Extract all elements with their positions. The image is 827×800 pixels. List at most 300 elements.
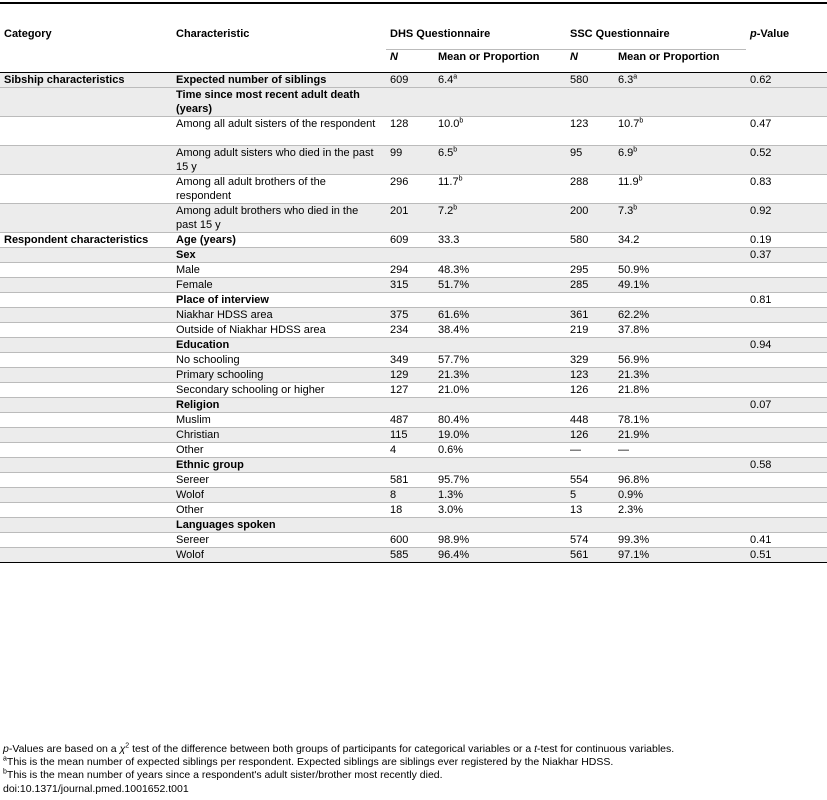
cell-dhs-n-text: 294 — [390, 264, 409, 276]
table-row — [0, 248, 827, 263]
cell-dhs-n-text: 4 — [390, 444, 397, 456]
cell-dhs-n — [386, 368, 434, 383]
cell-characteristic — [172, 548, 386, 563]
cell-dhs-n — [386, 458, 434, 473]
cell-ssc-mean — [614, 117, 746, 146]
table-row — [0, 533, 827, 548]
cell-dhs-mean — [434, 233, 566, 248]
header-dhs: DHS Questionnaire — [386, 27, 566, 50]
table-top-rule — [0, 2, 827, 4]
cell-characteristic-text: Christian — [176, 429, 220, 441]
cell-pvalue — [746, 518, 827, 533]
cell-category — [0, 428, 172, 443]
cell-dhs-n-text: 296 — [390, 176, 409, 188]
cell-ssc-n-text: 448 — [570, 414, 589, 426]
cell-dhs-n — [386, 503, 434, 518]
header-row-1 — [0, 27, 827, 50]
cell-ssc-n — [566, 398, 614, 413]
cell-dhs-n — [386, 175, 434, 204]
footnote-marker: b — [633, 204, 638, 212]
cell-pvalue — [746, 338, 827, 353]
cell-characteristic — [172, 117, 386, 146]
cell-pvalue-text: 0.41 — [750, 534, 772, 546]
cell-dhs-mean-text: 57.7% — [438, 354, 470, 366]
table-row — [0, 278, 827, 293]
cell-ssc-mean — [614, 548, 746, 563]
cell-ssc-mean-text: 7.3 — [618, 205, 634, 217]
cell-characteristic-text: Among adult sisters who died in the past 15 y — [176, 147, 374, 173]
cell-ssc-n — [566, 73, 614, 88]
cell-pvalue-text: 0.47 — [750, 118, 772, 130]
cell-characteristic — [172, 503, 386, 518]
cell-dhs-mean-text: 0.6% — [438, 444, 464, 456]
cell-ssc-n — [566, 353, 614, 368]
cell-dhs-n-text: 99 — [390, 147, 403, 159]
cell-ssc-n-text: 123 — [570, 118, 589, 130]
cell-dhs-n — [386, 383, 434, 398]
cell-dhs-mean — [434, 518, 566, 533]
cell-ssc-mean-text: 50.9% — [618, 264, 650, 276]
cell-dhs-n — [386, 338, 434, 353]
cell-characteristic-text: Among all adult sisters of the respondent — [176, 118, 376, 130]
cell-category — [0, 248, 172, 263]
cell-dhs-mean-text: 51.7% — [438, 279, 470, 291]
cell-dhs-mean — [434, 308, 566, 323]
cell-dhs-mean — [434, 533, 566, 548]
cell-characteristic-text: Religion — [176, 399, 220, 411]
cell-ssc-mean-text: 2.3% — [618, 504, 644, 516]
cell-ssc-mean-text: 6.3 — [618, 74, 634, 86]
footnote-marker: b — [453, 146, 458, 154]
cell-category — [0, 117, 172, 146]
footnote-a-text: This is the mean number of expected siblings per respondent. Expected siblings are siblings ever registered by the Niakhar HDSS. — [6, 756, 614, 769]
cell-dhs-n — [386, 353, 434, 368]
cell-ssc-mean — [614, 278, 746, 293]
cell-category-text: Sibship characteristics — [4, 74, 125, 86]
footnote-text-c: -test for continuous variables. — [537, 743, 675, 755]
table-row — [0, 518, 827, 533]
cell-characteristic — [172, 293, 386, 308]
footnote-marker: b — [633, 146, 638, 154]
cell-characteristic — [172, 353, 386, 368]
cell-dhs-n — [386, 323, 434, 338]
cell-dhs-mean — [434, 73, 566, 88]
cell-characteristic-text: Wolof — [176, 489, 204, 501]
cell-characteristic-text: Ethnic group — [176, 459, 244, 471]
cell-dhs-n-text: 581 — [390, 474, 409, 486]
cell-ssc-mean — [614, 458, 746, 473]
doi-link[interactable]: doi:10.1371/journal.pmed.1001652.t001 — [3, 782, 189, 795]
cell-ssc-n — [566, 233, 614, 248]
cell-dhs-mean-text: 48.3% — [438, 264, 470, 276]
cell-category — [0, 146, 172, 175]
cell-ssc-mean-text: 21.3% — [618, 369, 650, 381]
cell-category — [0, 368, 172, 383]
cell-ssc-n-text: 580 — [570, 74, 589, 86]
cell-characteristic — [172, 263, 386, 278]
cell-dhs-mean-text: 21.3% — [438, 369, 470, 381]
cell-pvalue — [746, 263, 827, 278]
cell-ssc-n-text: 574 — [570, 534, 589, 546]
table-row — [0, 413, 827, 428]
table-row — [0, 338, 827, 353]
cell-characteristic-text: Place of interview — [176, 294, 269, 306]
footnote-marker: b — [639, 117, 644, 125]
cell-dhs-mean-text: 98.9% — [438, 534, 470, 546]
table-row — [0, 503, 827, 518]
cell-pvalue — [746, 88, 827, 117]
cell-ssc-mean-text: 62.2% — [618, 309, 650, 321]
cell-dhs-mean-text: 80.4% — [438, 414, 470, 426]
cell-pvalue — [746, 443, 827, 458]
cell-characteristic — [172, 146, 386, 175]
cell-characteristic-text: Among all adult brothers of the respondent — [176, 176, 326, 202]
cell-characteristic-text: Among adult brothers who died in the past 15 y — [176, 205, 359, 231]
cell-dhs-n-text: 234 — [390, 324, 409, 336]
cell-ssc-n — [566, 368, 614, 383]
cell-dhs-mean-text: 11.7 — [438, 176, 459, 188]
header-ssc-n: N — [566, 50, 614, 73]
cell-category — [0, 488, 172, 503]
cell-pvalue-text: 0.83 — [750, 176, 772, 188]
cell-ssc-mean — [614, 146, 746, 175]
cell-pvalue — [746, 117, 827, 146]
cell-ssc-n — [566, 458, 614, 473]
cell-dhs-mean-text: 3.0% — [438, 504, 464, 516]
cell-characteristic — [172, 398, 386, 413]
cell-pvalue — [746, 308, 827, 323]
cell-characteristic — [172, 383, 386, 398]
cell-category — [0, 518, 172, 533]
cell-ssc-mean — [614, 518, 746, 533]
cell-characteristic — [172, 458, 386, 473]
cell-dhs-mean-text: 61.6% — [438, 309, 470, 321]
cell-dhs-mean-text: 1.3% — [438, 489, 464, 501]
cell-ssc-n — [566, 443, 614, 458]
cell-dhs-n-text: 600 — [390, 534, 409, 546]
cell-category — [0, 503, 172, 518]
cell-dhs-mean — [434, 263, 566, 278]
cell-ssc-n — [566, 533, 614, 548]
cell-ssc-mean-text: 6.9 — [618, 147, 634, 159]
cell-category — [0, 308, 172, 323]
cell-category — [0, 548, 172, 563]
table-row — [0, 73, 827, 88]
table-row — [0, 204, 827, 233]
cell-ssc-mean — [614, 263, 746, 278]
cell-category — [0, 413, 172, 428]
table-row — [0, 488, 827, 503]
cell-dhs-n — [386, 413, 434, 428]
cell-characteristic — [172, 88, 386, 117]
cell-ssc-n-text: 126 — [570, 384, 589, 396]
cell-dhs-n-text: 115 — [390, 429, 408, 441]
cell-pvalue-text: 0.92 — [750, 205, 772, 217]
cell-dhs-n — [386, 73, 434, 88]
table-row — [0, 353, 827, 368]
cell-dhs-mean-text: 33.3 — [438, 234, 460, 246]
footnote-text-b: test of the difference between both groups of participants for categorical variables or a — [129, 743, 535, 755]
cell-ssc-n-text: 123 — [570, 369, 589, 381]
cell-dhs-n — [386, 428, 434, 443]
cell-pvalue — [746, 353, 827, 368]
cell-category — [0, 458, 172, 473]
cell-ssc-n — [566, 263, 614, 278]
cell-pvalue-text: 0.52 — [750, 147, 772, 159]
footnote-b — [3, 769, 823, 782]
cell-category — [0, 398, 172, 413]
cell-ssc-mean-text: 11.9 — [618, 176, 639, 188]
table-row — [0, 473, 827, 488]
cell-category — [0, 73, 172, 88]
cell-characteristic — [172, 518, 386, 533]
cell-dhs-n — [386, 88, 434, 117]
cell-dhs-mean — [434, 117, 566, 146]
cell-characteristic — [172, 308, 386, 323]
cell-dhs-n-text: 349 — [390, 354, 409, 366]
cell-ssc-n-text: 561 — [570, 549, 589, 561]
cell-category — [0, 175, 172, 204]
cell-pvalue — [746, 73, 827, 88]
cell-ssc-mean — [614, 443, 746, 458]
cell-dhs-n — [386, 146, 434, 175]
cell-dhs-n-text: 487 — [390, 414, 409, 426]
cell-ssc-n-text: 288 — [570, 176, 589, 188]
cell-dhs-mean-text: 21.0% — [438, 384, 470, 396]
cell-characteristic — [172, 443, 386, 458]
cell-characteristic-text: Age (years) — [176, 234, 236, 246]
cell-ssc-n — [566, 503, 614, 518]
footnote-marker: b — [459, 117, 464, 125]
footnote-b-text: This is the mean number of years since a respondent's adult sister/brother most recently died. — [6, 769, 443, 782]
cell-dhs-n — [386, 488, 434, 503]
cell-dhs-n — [386, 443, 434, 458]
cell-dhs-mean-text: 10.0 — [438, 118, 460, 130]
cell-ssc-mean — [614, 368, 746, 383]
cell-dhs-n-text: 585 — [390, 549, 409, 561]
cell-ssc-mean-text: 10.7 — [618, 118, 640, 130]
cell-pvalue — [746, 278, 827, 293]
cell-ssc-mean — [614, 413, 746, 428]
cell-ssc-mean — [614, 338, 746, 353]
header-ssc-mean: Mean or Proportion — [614, 50, 746, 73]
cell-ssc-n — [566, 88, 614, 117]
footnote-chi: χ — [119, 743, 126, 755]
cell-category — [0, 88, 172, 117]
cell-characteristic-text: Other — [176, 444, 204, 456]
cell-dhs-mean — [434, 323, 566, 338]
cell-ssc-mean — [614, 503, 746, 518]
cell-category — [0, 263, 172, 278]
cell-ssc-mean — [614, 473, 746, 488]
footnote-pvalue — [3, 743, 823, 756]
cell-characteristic — [172, 73, 386, 88]
cell-pvalue — [746, 398, 827, 413]
cell-dhs-mean — [434, 413, 566, 428]
cell-ssc-mean-text: 34.2 — [618, 234, 640, 246]
cell-ssc-n — [566, 473, 614, 488]
footnote-marker: b — [458, 175, 463, 183]
table-body — [0, 73, 827, 563]
cell-dhs-mean — [434, 146, 566, 175]
cell-pvalue — [746, 204, 827, 233]
cell-pvalue — [746, 488, 827, 503]
cell-ssc-n — [566, 338, 614, 353]
cell-ssc-n-text: 554 — [570, 474, 589, 486]
cell-dhs-mean — [434, 278, 566, 293]
cell-dhs-mean — [434, 88, 566, 117]
cell-pvalue-text: 0.37 — [750, 249, 772, 261]
cell-dhs-mean — [434, 398, 566, 413]
header-characteristic: Characteristic — [176, 28, 250, 40]
table-row — [0, 175, 827, 204]
cell-ssc-n-text: 285 — [570, 279, 589, 291]
table-row — [0, 117, 827, 146]
cell-ssc-mean — [614, 383, 746, 398]
cell-ssc-mean-text: — — [618, 444, 629, 456]
cell-dhs-mean-text: 6.5 — [438, 147, 454, 159]
cell-characteristic-text: Languages spoken — [176, 519, 276, 531]
cell-category — [0, 473, 172, 488]
cell-ssc-n — [566, 293, 614, 308]
cell-characteristic-text: Wolof — [176, 549, 204, 561]
cell-pvalue — [746, 473, 827, 488]
cell-characteristic-text: Muslim — [176, 414, 211, 426]
table-row — [0, 398, 827, 413]
cell-characteristic-text: Outside of Niakhar HDSS area — [176, 324, 326, 336]
table-row — [0, 458, 827, 473]
cell-dhs-n — [386, 473, 434, 488]
header-pvalue-p: p — [750, 28, 757, 40]
header-blank-1 — [0, 50, 172, 73]
cell-pvalue — [746, 233, 827, 248]
cell-dhs-mean — [434, 383, 566, 398]
table-row — [0, 146, 827, 175]
cell-pvalue — [746, 503, 827, 518]
cell-dhs-mean — [434, 353, 566, 368]
table-row — [0, 323, 827, 338]
cell-dhs-n-text: 375 — [390, 309, 409, 321]
footnote-a-mark: a — [3, 755, 7, 763]
cell-ssc-n — [566, 548, 614, 563]
cell-dhs-mean — [434, 338, 566, 353]
cell-category — [0, 338, 172, 353]
cell-pvalue-text: 0.62 — [750, 74, 772, 86]
cell-dhs-n — [386, 117, 434, 146]
cell-ssc-mean-text: 21.9% — [618, 429, 650, 441]
header-row-2 — [0, 50, 827, 73]
cell-characteristic-text: Education — [176, 339, 230, 351]
cell-ssc-mean-text: 78.1% — [618, 414, 650, 426]
cell-ssc-n-text: 200 — [570, 205, 589, 217]
cell-category — [0, 323, 172, 338]
cell-dhs-mean — [434, 458, 566, 473]
cell-characteristic-text: Female — [176, 279, 213, 291]
cell-dhs-mean — [434, 204, 566, 233]
cell-ssc-mean-text: 37.8% — [618, 324, 650, 336]
cell-pvalue — [746, 413, 827, 428]
cell-ssc-n-text: 126 — [570, 429, 589, 441]
cell-pvalue — [746, 428, 827, 443]
cell-ssc-n — [566, 383, 614, 398]
footnote-marker: a — [633, 73, 638, 81]
header-blank-3 — [746, 50, 827, 73]
cell-pvalue — [746, 548, 827, 563]
cell-characteristic-text: No schooling — [176, 354, 240, 366]
cell-ssc-mean-text: 96.8% — [618, 474, 650, 486]
cell-ssc-n-text: 580 — [570, 234, 589, 246]
cell-category — [0, 383, 172, 398]
cell-characteristic-text: Male — [176, 264, 200, 276]
cell-ssc-mean — [614, 73, 746, 88]
footnote-a — [3, 756, 823, 769]
cell-dhs-n-text: 315 — [390, 279, 409, 291]
cell-ssc-mean — [614, 175, 746, 204]
cell-ssc-n — [566, 428, 614, 443]
cell-dhs-mean — [434, 248, 566, 263]
cell-characteristic — [172, 428, 386, 443]
cell-ssc-mean — [614, 488, 746, 503]
cell-dhs-n-text: 201 — [390, 205, 409, 217]
cell-characteristic-text: Secondary schooling or higher — [176, 384, 325, 396]
cell-ssc-n — [566, 308, 614, 323]
table-row — [0, 443, 827, 458]
cell-pvalue — [746, 458, 827, 473]
cell-category — [0, 278, 172, 293]
cell-ssc-mean-text: 21.8% — [618, 384, 650, 396]
cell-pvalue — [746, 293, 827, 308]
cell-pvalue-text: 0.07 — [750, 399, 772, 411]
cell-ssc-n — [566, 248, 614, 263]
cell-ssc-mean — [614, 293, 746, 308]
cell-characteristic — [172, 413, 386, 428]
cell-category-text: Respondent characteristics — [4, 234, 149, 246]
cell-dhs-mean-text: 38.4% — [438, 324, 470, 336]
data-table — [0, 27, 827, 563]
cell-characteristic — [172, 368, 386, 383]
cell-pvalue — [746, 383, 827, 398]
cell-ssc-n-text: 295 — [570, 264, 589, 276]
cell-category — [0, 533, 172, 548]
cell-dhs-mean — [434, 473, 566, 488]
cell-ssc-mean — [614, 308, 746, 323]
cell-ssc-mean — [614, 88, 746, 117]
cell-dhs-n-text: 8 — [390, 489, 397, 501]
table-row — [0, 88, 827, 117]
table-row — [0, 383, 827, 398]
cell-pvalue-text: 0.81 — [750, 294, 772, 306]
footnote-marker: a — [453, 73, 458, 81]
cell-dhs-n — [386, 518, 434, 533]
cell-dhs-n — [386, 533, 434, 548]
header-dhs-mean: Mean or Proportion — [434, 50, 566, 73]
cell-category — [0, 233, 172, 248]
cell-category — [0, 353, 172, 368]
cell-characteristic — [172, 473, 386, 488]
cell-ssc-mean — [614, 248, 746, 263]
cell-dhs-mean — [434, 293, 566, 308]
cell-characteristic — [172, 323, 386, 338]
cell-characteristic-text: Sereer — [176, 534, 210, 546]
cell-ssc-n-text: 95 — [570, 147, 583, 159]
cell-ssc-n — [566, 323, 614, 338]
cell-pvalue-text: 0.19 — [750, 234, 772, 246]
cell-category — [0, 293, 172, 308]
cell-ssc-mean-text: 49.1% — [618, 279, 650, 291]
cell-category — [0, 443, 172, 458]
header-category: Category — [4, 28, 52, 40]
cell-dhs-n-text: 18 — [390, 504, 403, 516]
